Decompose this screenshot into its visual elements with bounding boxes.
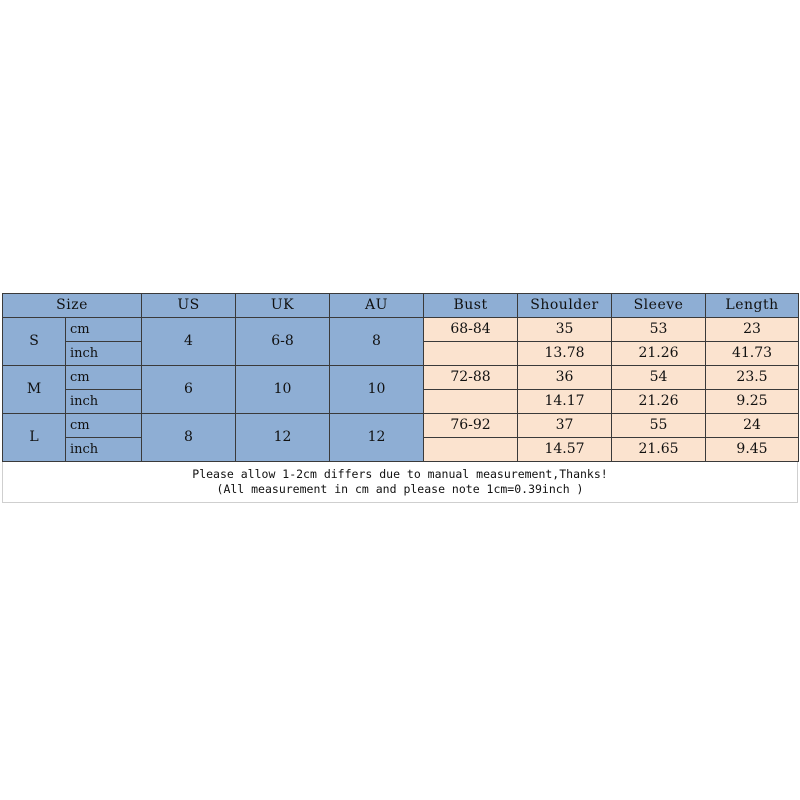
length-cm: 23.5 (706, 366, 799, 390)
length-cm: 23 (706, 318, 799, 342)
note-line-1: Please allow 1-2cm differs due to manual measurement,Thanks! (192, 467, 608, 481)
header-row (3, 294, 799, 318)
au-value: 12 (330, 414, 424, 462)
length-inch: 9.45 (706, 438, 799, 462)
uk-value: 12 (236, 414, 330, 462)
sleeve-inch: 21.65 (612, 438, 706, 462)
sleeve-cm: 53 (612, 318, 706, 342)
shoulder-inch: 13.78 (518, 342, 612, 366)
bust-cm: 76-92 (424, 414, 518, 438)
au-value: 10 (330, 366, 424, 414)
bust-cm: 72-88 (424, 366, 518, 390)
header-bust: Bust (424, 294, 518, 318)
unit-cm: cm (66, 414, 142, 438)
length-inch: 9.25 (706, 390, 799, 414)
length-cm: 24 (706, 414, 799, 438)
uk-value: 10 (236, 366, 330, 414)
header-uk: UK (236, 294, 330, 318)
table-row (3, 318, 799, 342)
table-row (3, 414, 799, 438)
size-chart (2, 293, 798, 503)
header-us: US (142, 294, 236, 318)
header-length: Length (706, 294, 799, 318)
header-size: Size (3, 294, 142, 318)
bust-inch (424, 438, 518, 462)
measurement-notes (2, 462, 798, 503)
shoulder-inch: 14.57 (518, 438, 612, 462)
length-inch: 41.73 (706, 342, 799, 366)
sleeve-inch: 21.26 (612, 390, 706, 414)
bust-inch (424, 342, 518, 366)
bust-cm: 68-84 (424, 318, 518, 342)
unit-cm: cm (66, 318, 142, 342)
us-value: 4 (142, 318, 236, 366)
us-value: 8 (142, 414, 236, 462)
note-line-2: (All measurement in cm and please note 1cm=0.39inch ) (216, 482, 584, 496)
unit-cm: cm (66, 366, 142, 390)
us-value: 6 (142, 366, 236, 414)
sleeve-inch: 21.26 (612, 342, 706, 366)
shoulder-cm: 37 (518, 414, 612, 438)
size-label: S (3, 318, 66, 366)
unit-inch: inch (66, 342, 142, 366)
uk-value: 6-8 (236, 318, 330, 366)
au-value: 8 (330, 318, 424, 366)
bust-inch (424, 390, 518, 414)
header-sleeve: Sleeve (612, 294, 706, 318)
shoulder-inch: 14.17 (518, 390, 612, 414)
table-row (3, 366, 799, 390)
shoulder-cm: 35 (518, 318, 612, 342)
header-shoulder: Shoulder (518, 294, 612, 318)
sleeve-cm: 54 (612, 366, 706, 390)
unit-inch: inch (66, 438, 142, 462)
shoulder-cm: 36 (518, 366, 612, 390)
size-label: L (3, 414, 66, 462)
size-table (2, 293, 799, 462)
header-au: AU (330, 294, 424, 318)
size-label: M (3, 366, 66, 414)
sleeve-cm: 55 (612, 414, 706, 438)
unit-inch: inch (66, 390, 142, 414)
